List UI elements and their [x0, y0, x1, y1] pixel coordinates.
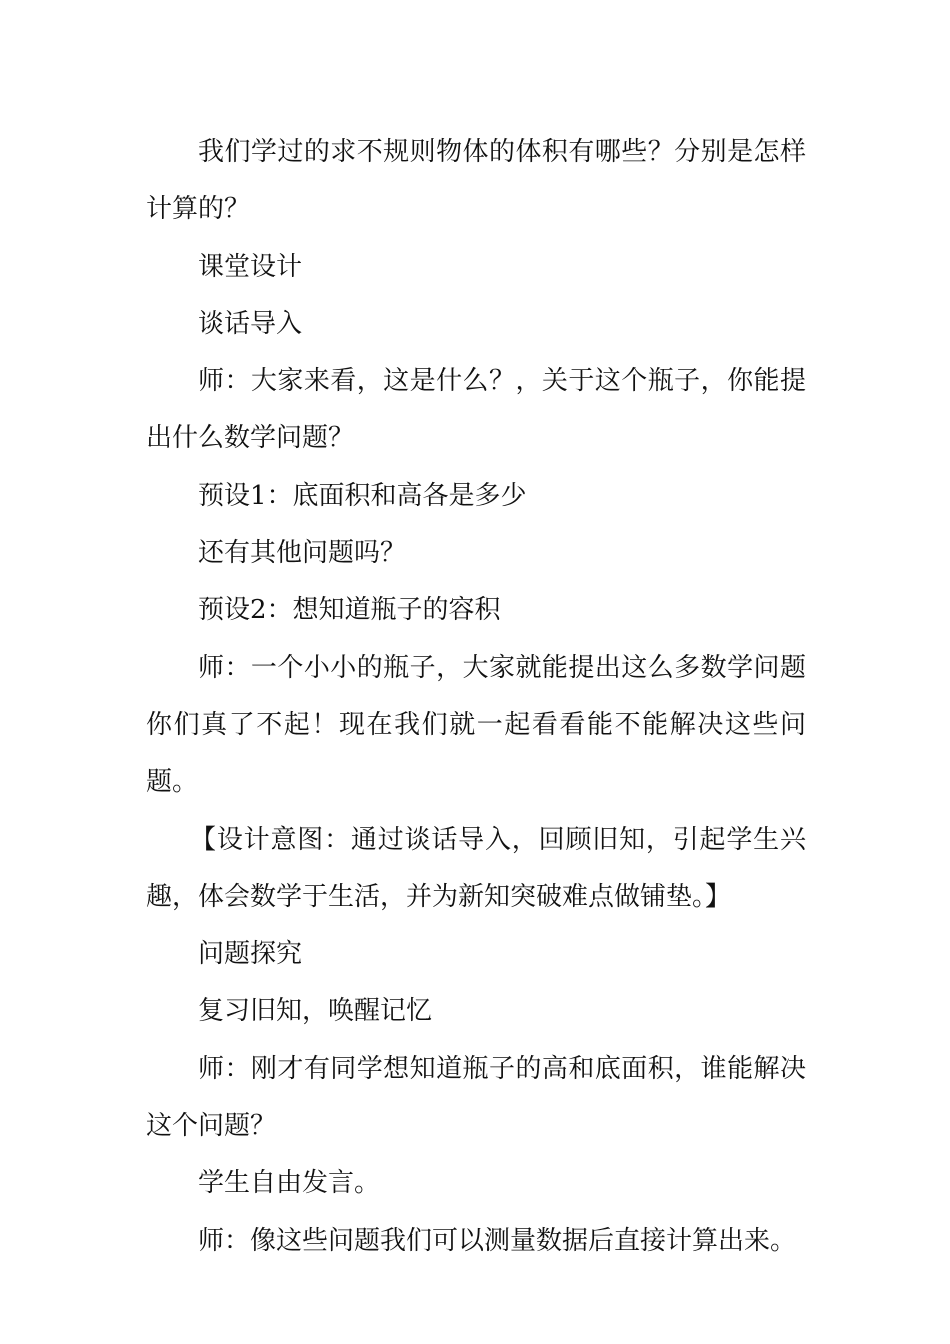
heading-problem-exploration: 问题探究: [198, 939, 303, 970]
paragraph-preset-1: 预设1：底面积和高各是多少: [198, 480, 527, 511]
paragraph-teacher-measure: 师：像这些问题我们可以测量数据后直接计算出来。: [198, 1225, 797, 1256]
heading-conversation-intro: 谈话导入: [198, 308, 303, 339]
paragraph-teacher-praise: 师：一个小小的瓶子，大家就能提出这么多数学问题你们真了不起！现在我们就一起看看能不能解决这些问题。: [146, 652, 806, 798]
paragraph-design-intent: 【设计意图：通过谈话导入，回顾旧知，引起学生兴趣，体会数学于生活，并为新知突破难点做铺垫。】: [146, 824, 806, 912]
paragraph-question-intro: 我们学过的求不规则物体的体积有哪些？分别是怎样计算的？: [146, 137, 806, 225]
paragraph-other-questions: 还有其他问题吗？: [198, 538, 407, 569]
heading-review-knowledge: 复习旧知，唤醒记忆: [198, 996, 433, 1027]
document-body: [146, 124, 806, 1270]
paragraph-students-speak: 学生自由发言。: [198, 1168, 381, 1199]
heading-class-design: 课堂设计: [198, 251, 303, 282]
paragraph-teacher-bottle-question: 师：大家来看，这是什么？，关于这个瓶子，你能提出什么数学问题？: [146, 366, 806, 454]
paragraph-preset-2: 预设2：想知道瓶子的容积: [198, 595, 501, 626]
paragraph-teacher-height-area: 师：刚才有同学想知道瓶子的高和底面积，谁能解决这个问题？: [146, 1053, 806, 1142]
